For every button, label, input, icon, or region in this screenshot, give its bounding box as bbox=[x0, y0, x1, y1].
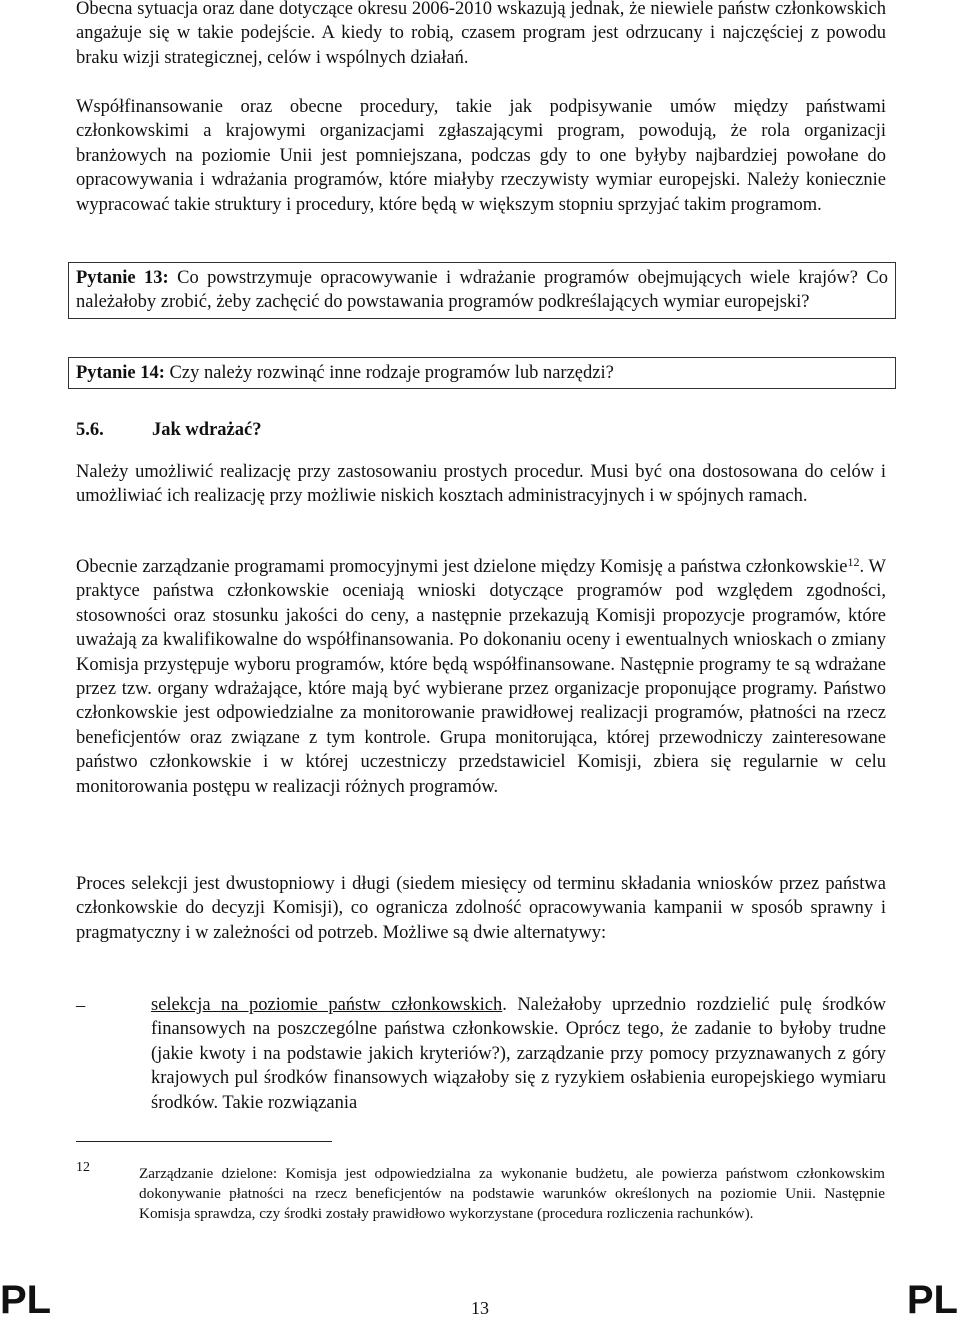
language-code-right: PL bbox=[906, 1278, 958, 1322]
section-number: 5.6. bbox=[76, 420, 104, 440]
list-item bbox=[151, 993, 886, 1115]
question-14-box bbox=[68, 357, 896, 389]
question-13-box bbox=[68, 262, 896, 319]
section-title: Jak wdrażać? bbox=[152, 420, 262, 440]
management-text-start: Obecnie zarządzanie programami promocyjnymi jest dzielone między Komisję a państwa członkowskie bbox=[76, 557, 848, 577]
language-code-left: PL bbox=[0, 1278, 52, 1322]
management-text-rest: . W praktyce państwa członkowskie oceniają wnioski dotyczące programów pod względem zgodności, stosowności oraz stosunku jakości do ceny, a następnie przekazują Komisji propozycje programów, które uważają za kwalifikowalne do współfinansowania. Po dokonaniu oceny i ewentualnych wnioskach o zmiany Komisja przystępuje wyboru programów, które będą współfinansowane. Następnie programy te są wdrażane przez tzw. organy wdrażające, które mają być wybierane przez organizacje proponujące programy. Państwo członkowskie jest odpowiedzialne za monitorowanie prawidłowej realizacji programów, płatności na rzecz beneficjentów oraz związane z tym kontrole. Grupa monitorująca, której przewodniczy zainteresowane państwo członkowskie i w której uczestniczy przedstawiciel Komisji, zbiera się regularnie w celu monitorowania postępu w realizacji różnych programów. bbox=[76, 557, 886, 797]
list-item-text: . Należałoby uprzednio rozdzielić pulę środków finansowych na poszczególne państwa członkowskie. Oprócz tego, że zadanie to byłoby trudne (jakie kwoty i na podstawie jakich kryteriów?), zarządzanie przy pomocy przyznawanych z góry krajowych pul środków finansowych wiązałoby się z ryzykiem osłabienia europejskiego wymiaru środków. Takie rozwiązania bbox=[151, 995, 886, 1113]
footnote-text: Zarządzanie dzielone: Komisja jest odpowiedzialna za wykonanie budżetu, ale powierza państwom członkowskim dokonywanie płatności na rzecz beneficjentów na podstawie warunków określonych na poziomie Unii. Następnie Komisja sprawdza, czy środki zostały prawidłowo wykorzystane (procedura rozliczenia rachunków). bbox=[139, 1165, 885, 1222]
paragraph-management bbox=[76, 555, 886, 799]
page-number: 13 bbox=[471, 1298, 489, 1318]
paragraph-cofinancing: Współfinansowanie oraz obecne procedury, takie jak podpisywanie umów między państwami członkowskimi a krajowymi organizacjami zgłaszającymi program, powodują, że rola organizacji branżowych na poziomie Unii jest pomniejszana, podczas gdy to one byłyby najbardziej powołane do opracowywania i wdrażania programów, które miałyby rzeczywisty wymiar europejski. Należy koniecznie wypracować takie struktury i procedury, które będą w większym stopniu sprzyjać takim programom. bbox=[76, 97, 886, 215]
paragraph-intro: Obecna sytuacja oraz dane dotyczące okresu 2006-2010 wskazują jednak, że niewiele państw członkowskich angażuje się w takie podejście. A kiedy to robią, czasem program jest odrzucany i najczęściej z powodu braku wizji strategicznej, celów i wspólnych działań. bbox=[76, 0, 886, 68]
question-14-text: Czy należy rozwinąć inne rodzaje programów lub narzędzi? bbox=[169, 363, 614, 383]
paragraph-implementation: Należy umożliwić realizację przy zastosowaniu prostych procedur. Musi być ona dostosowana do celów i umożliwiać ich realizację przy możliwie niskich kosztach administracyjnych i w spójnych ramach. bbox=[76, 462, 886, 507]
footnote-reference[interactable]: 12 bbox=[847, 555, 860, 569]
list-item-underlined: selekcja na poziomie państw członkowskich bbox=[151, 995, 503, 1015]
question-13-label: Pytanie 13: bbox=[76, 268, 169, 288]
footnote-number: 12 bbox=[76, 1160, 90, 1175]
section-heading bbox=[76, 420, 261, 441]
paragraph-selection: Proces selekcji jest dwustopniowy i długi (siedem miesięcy od terminu składania wniosków przez państwa członkowskie do decyzji Komisji), co ogranicza zdolność opracowywania kampanii w sposób sprawny i pragmatyczny i w zależności od potrzeb. Możliwe są dwie alternatywy: bbox=[76, 874, 886, 943]
footnote-divider bbox=[76, 1141, 332, 1142]
question-13-text: Co powstrzymuje opracowywanie i wdrażanie programów obejmujących wiele krajów? Co należałoby zrobić, żeby zachęcić do powstawania programów podkreślających wymiar europejski? bbox=[76, 268, 888, 313]
question-14-label: Pytanie 14: bbox=[76, 363, 165, 383]
list-bullet: – bbox=[76, 996, 86, 1016]
